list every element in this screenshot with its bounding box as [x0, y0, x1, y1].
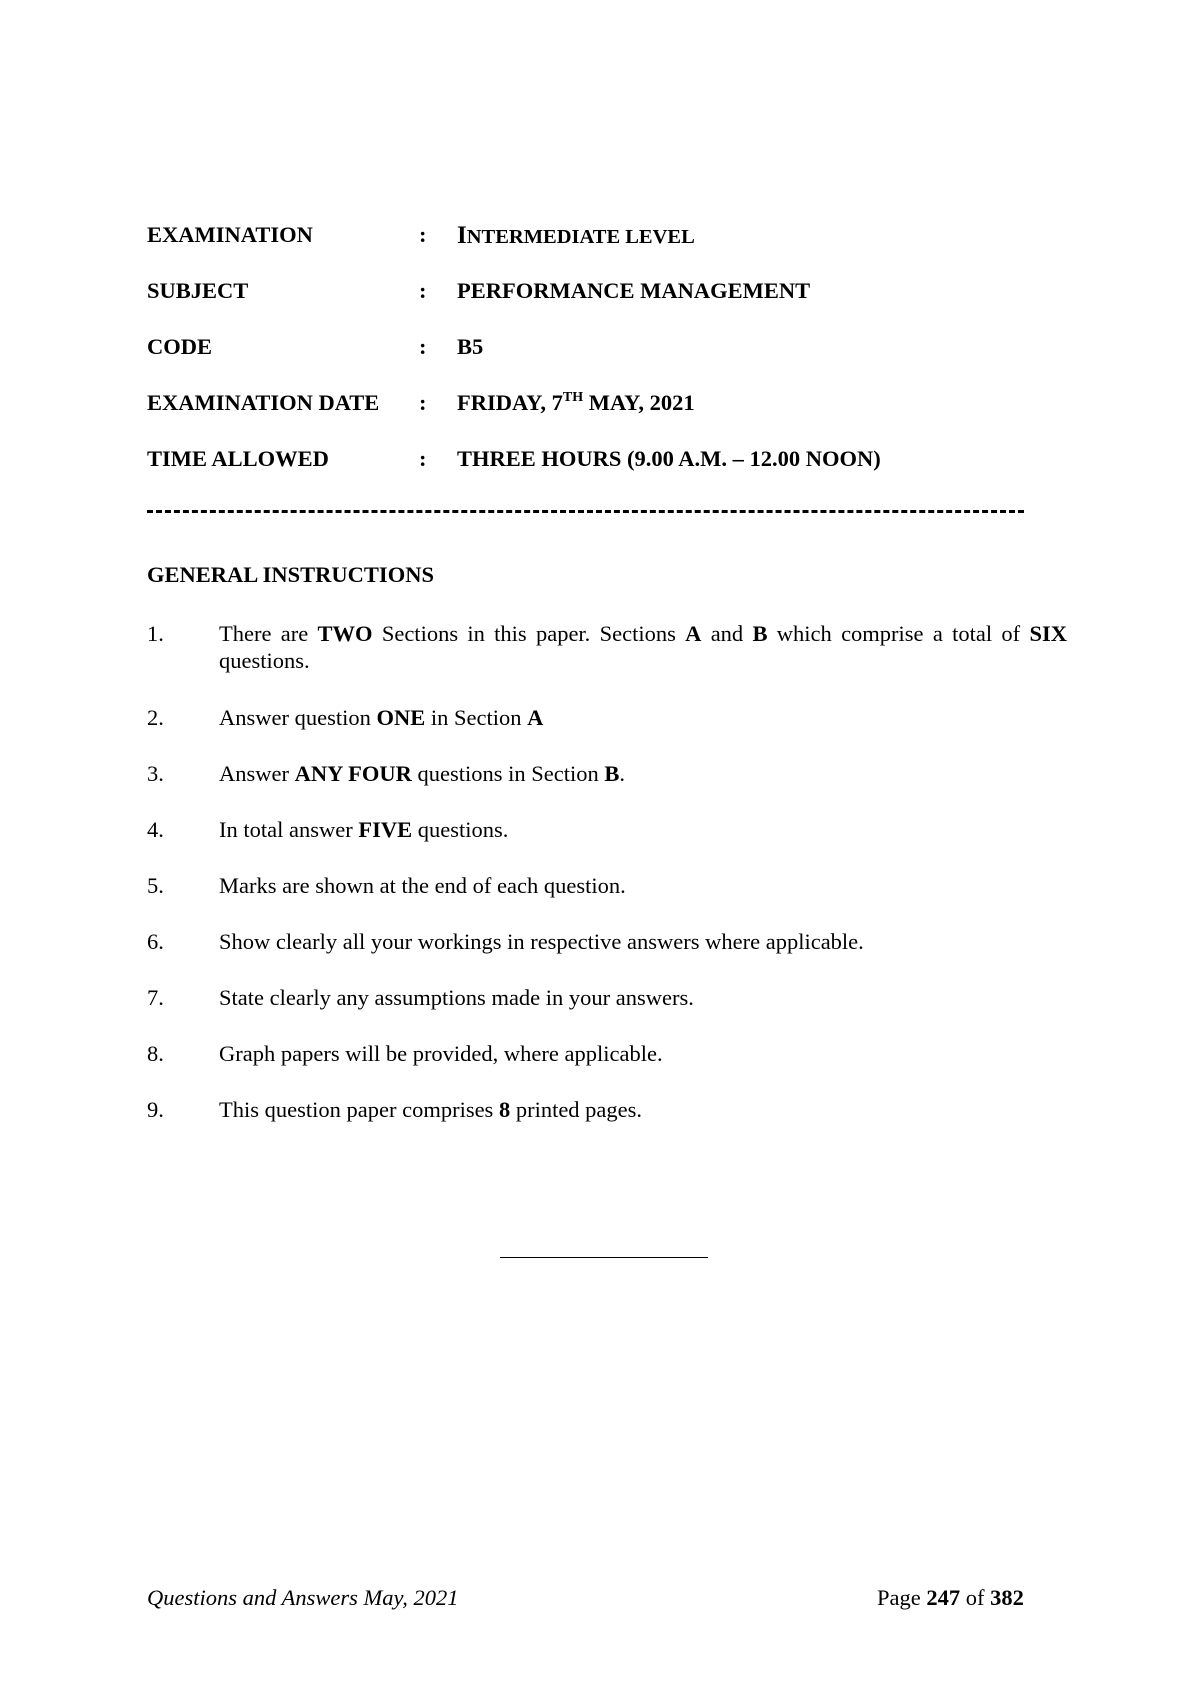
header-value: [457, 222, 695, 250]
text-run: in Section: [425, 705, 528, 730]
instruction-text: [219, 704, 1067, 731]
text-run: which comprise a total of: [767, 621, 1030, 646]
instruction-number: 4.: [147, 817, 164, 842]
header-value: [457, 390, 695, 416]
end-of-page-rule: [500, 1257, 708, 1258]
header-label: EXAMINATION DATE: [147, 390, 380, 415]
dashed-separator: [147, 510, 1024, 513]
header-value-initial: I: [457, 222, 467, 249]
header-colon: :: [419, 334, 427, 359]
text-run-bold: FIVE: [358, 817, 413, 842]
header-label: TIME ALLOWED: [147, 446, 329, 471]
date-ordinal-suffix: TH: [562, 390, 584, 405]
header-label: SUBJECT: [147, 278, 249, 303]
text-run: State clearly any assumptions made in your answers.: [219, 985, 694, 1010]
text-run: questions in Section: [411, 761, 605, 786]
text-run: questions.: [219, 648, 310, 673]
text-run: and: [701, 621, 753, 646]
instruction-number: 9.: [147, 1097, 164, 1122]
text-run: There are: [219, 621, 318, 646]
instruction-text: [219, 620, 1067, 674]
text-run: Show clearly all your workings in respective answers where applicable.: [219, 929, 864, 954]
page-current: 247: [926, 1585, 961, 1610]
instruction-number: 6.: [147, 929, 164, 954]
header-colon: :: [419, 446, 427, 471]
text-run: Answer question: [219, 705, 377, 730]
header-colon: :: [419, 278, 427, 303]
page-total: 382: [990, 1585, 1024, 1610]
text-run: printed pages.: [510, 1097, 643, 1122]
page-word: Page: [877, 1585, 927, 1610]
instruction-number: 1.: [147, 621, 164, 646]
date-rest: MAY, 2021: [583, 390, 695, 415]
instruction-number: 8.: [147, 1041, 164, 1066]
instruction-text: [219, 928, 1067, 955]
instruction-text: [219, 760, 1067, 787]
header-row-exam-date: [147, 390, 1107, 446]
instruction-text: [219, 1096, 1067, 1123]
instruction-number: 3.: [147, 761, 164, 786]
header-value: THREE HOURS (9.00 A.M. – 12.00 NOON): [457, 446, 881, 471]
text-run: Marks are shown at the end of each question.: [219, 873, 626, 898]
date-main: FRIDAY, 7: [457, 390, 563, 415]
header-colon: :: [419, 390, 427, 415]
of-word: of: [960, 1585, 991, 1610]
general-instructions-heading: GENERAL INSTRUCTIONS: [147, 562, 434, 587]
instruction-number: 2.: [147, 705, 164, 730]
text-run-bold: SIX: [1029, 621, 1067, 646]
text-run: Sections in this paper. Sections: [372, 621, 686, 646]
header-row-code: [147, 334, 1107, 390]
text-run-bold: B: [752, 621, 768, 646]
instruction-text: [219, 816, 1067, 843]
instruction-number: 7.: [147, 985, 164, 1010]
instruction-text: [219, 1040, 1067, 1067]
header-row-subject: [147, 278, 1107, 334]
header-row-examination: [147, 222, 1107, 278]
header-label: EXAMINATION: [147, 222, 313, 247]
text-run: This question paper comprises: [219, 1097, 499, 1122]
footer-page-number: [877, 1585, 1024, 1611]
text-run: questions.: [412, 817, 509, 842]
text-run: .: [619, 761, 626, 786]
text-run: Answer: [219, 761, 295, 786]
header-row-time-allowed: [147, 446, 1107, 502]
text-run: In total answer: [219, 817, 359, 842]
exam-header: [147, 222, 1107, 471]
text-run-bold: TWO: [317, 621, 373, 646]
text-run-bold: 8: [498, 1097, 511, 1122]
text-run-bold: B: [604, 761, 620, 786]
instruction-text: [219, 872, 1067, 899]
instruction-text: [219, 984, 1067, 1011]
header-label: CODE: [147, 334, 213, 359]
text-run-bold: ANY FOUR: [294, 761, 412, 786]
text-run-bold: A: [685, 621, 702, 646]
header-colon: :: [419, 222, 427, 247]
text-run-bold: ONE: [376, 705, 426, 730]
header-value-rest: NTERMEDIATE LEVEL: [466, 226, 695, 248]
instruction-number: 5.: [147, 873, 164, 898]
header-value: B5: [457, 334, 484, 359]
header-value: PERFORMANCE MANAGEMENT: [457, 278, 811, 303]
text-run-bold: A: [527, 705, 544, 730]
footer-source: Questions and Answers May, 2021: [147, 1585, 459, 1610]
text-run: Graph papers will be provided, where applicable.: [219, 1041, 663, 1066]
